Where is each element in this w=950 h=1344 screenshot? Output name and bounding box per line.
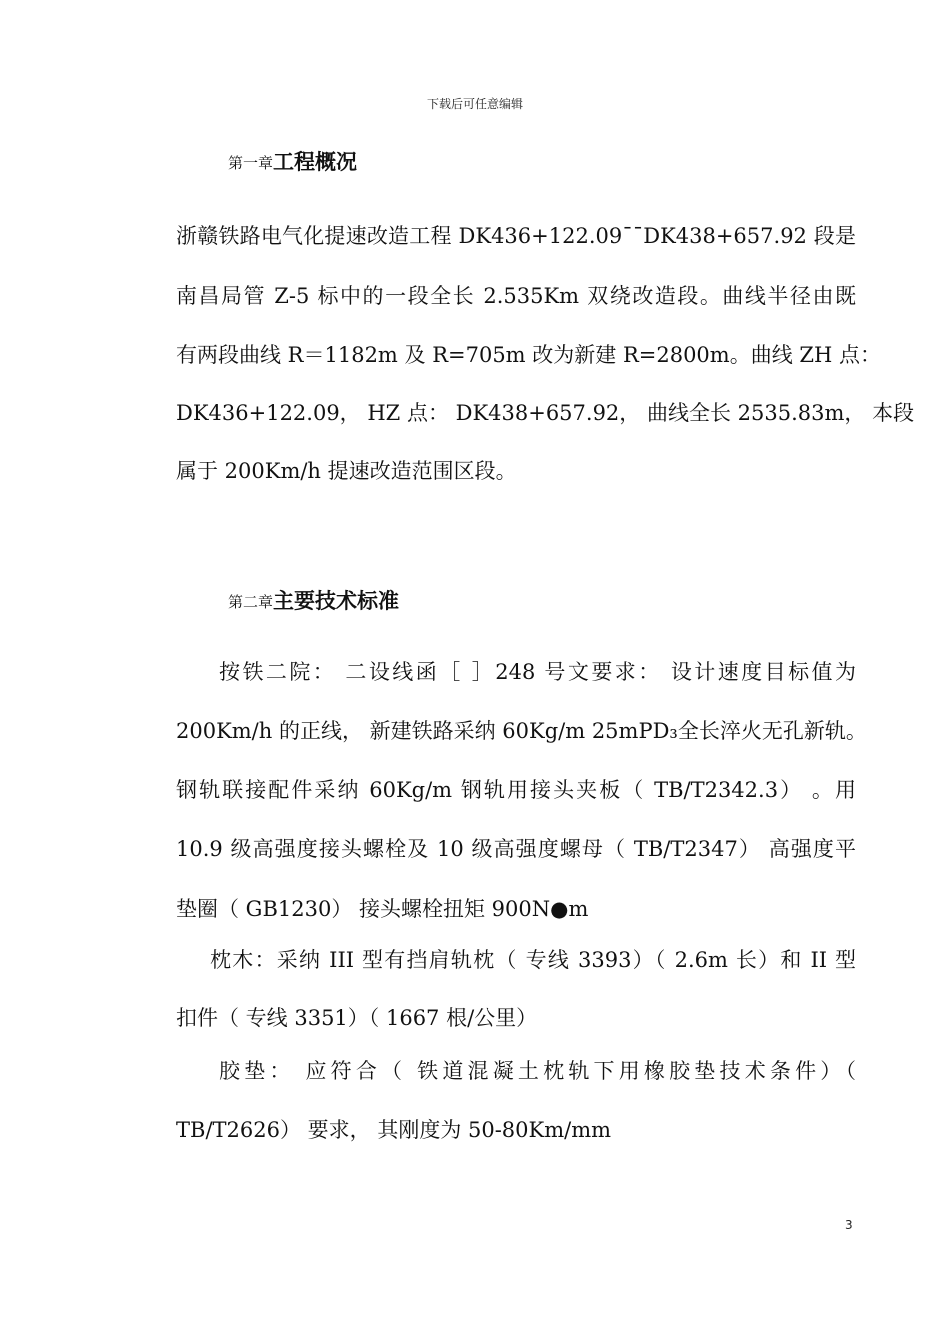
paragraph-line: DK436+122.09， HZ 点： DK438+657.92， 曲线全长 2535.83m， 本段: [176, 401, 915, 425]
chapter-title: 主要技术标准: [273, 589, 400, 613]
paragraph-line: 钢轨联接配件采纳 60Kg/m 钢轨用接头夹板（ TB/T2342.3） 。用: [176, 778, 856, 802]
paragraph-line: 属于 200Km/h 提速改造范围区段。: [176, 459, 517, 483]
paragraph-line: 枕木：采纳 III 型有挡肩轨枕（ 专线 3393）（ 2.6m 长）和 II 型: [210, 948, 856, 972]
paragraph-line: 南昌局管 Z-5 标中的一段全长 2.535Km 双绕改造段。曲线半径由既: [176, 284, 856, 308]
paragraph-line: 200Km/h 的正线， 新建铁路采纳 60Kg/m 25mPD₃全长淬火无孔新轨。: [176, 719, 867, 743]
paragraph-line: 胶垫： 应符合（ 铁道混凝土枕轨下用橡胶垫技术条件）（: [219, 1059, 856, 1083]
chapter-1-heading: [228, 146, 357, 176]
paragraph-line: 10.9 级高强度接头螺栓及 10 级高强度螺母（ TB/T2347） 高强度平: [176, 837, 856, 861]
paragraph-line: 垫圈（ GB1230） 接头螺栓扭矩 900N●m: [176, 897, 589, 921]
chapter-number: 第二章: [228, 593, 274, 611]
chapter-2-heading: [228, 585, 399, 615]
paragraph-line: 有两段曲线 R＝1182m 及 R=705m 改为新建 R=2800m。曲线 ZH 点：: [176, 343, 881, 367]
page-header: 下载后可任意编辑: [426, 97, 523, 111]
chapter-number: 第一章: [228, 154, 274, 172]
paragraph-line: 扣件（ 专线 3351）（ 1667 根/公里）: [176, 1006, 538, 1030]
chapter-title: 工程概况: [273, 150, 358, 174]
paragraph-line: 浙赣铁路电气化提速改造工程 DK436+122.09¯¯DK438+657.92 段是: [176, 224, 856, 248]
paragraph-line: TB/T2626） 要求， 其刚度为 50-80Km/mm: [176, 1118, 612, 1142]
page-number: 3: [845, 1218, 853, 1232]
paragraph-line: 按铁二院： 二设线函［ ］248 号文要求： 设计速度目标值为: [219, 660, 856, 684]
